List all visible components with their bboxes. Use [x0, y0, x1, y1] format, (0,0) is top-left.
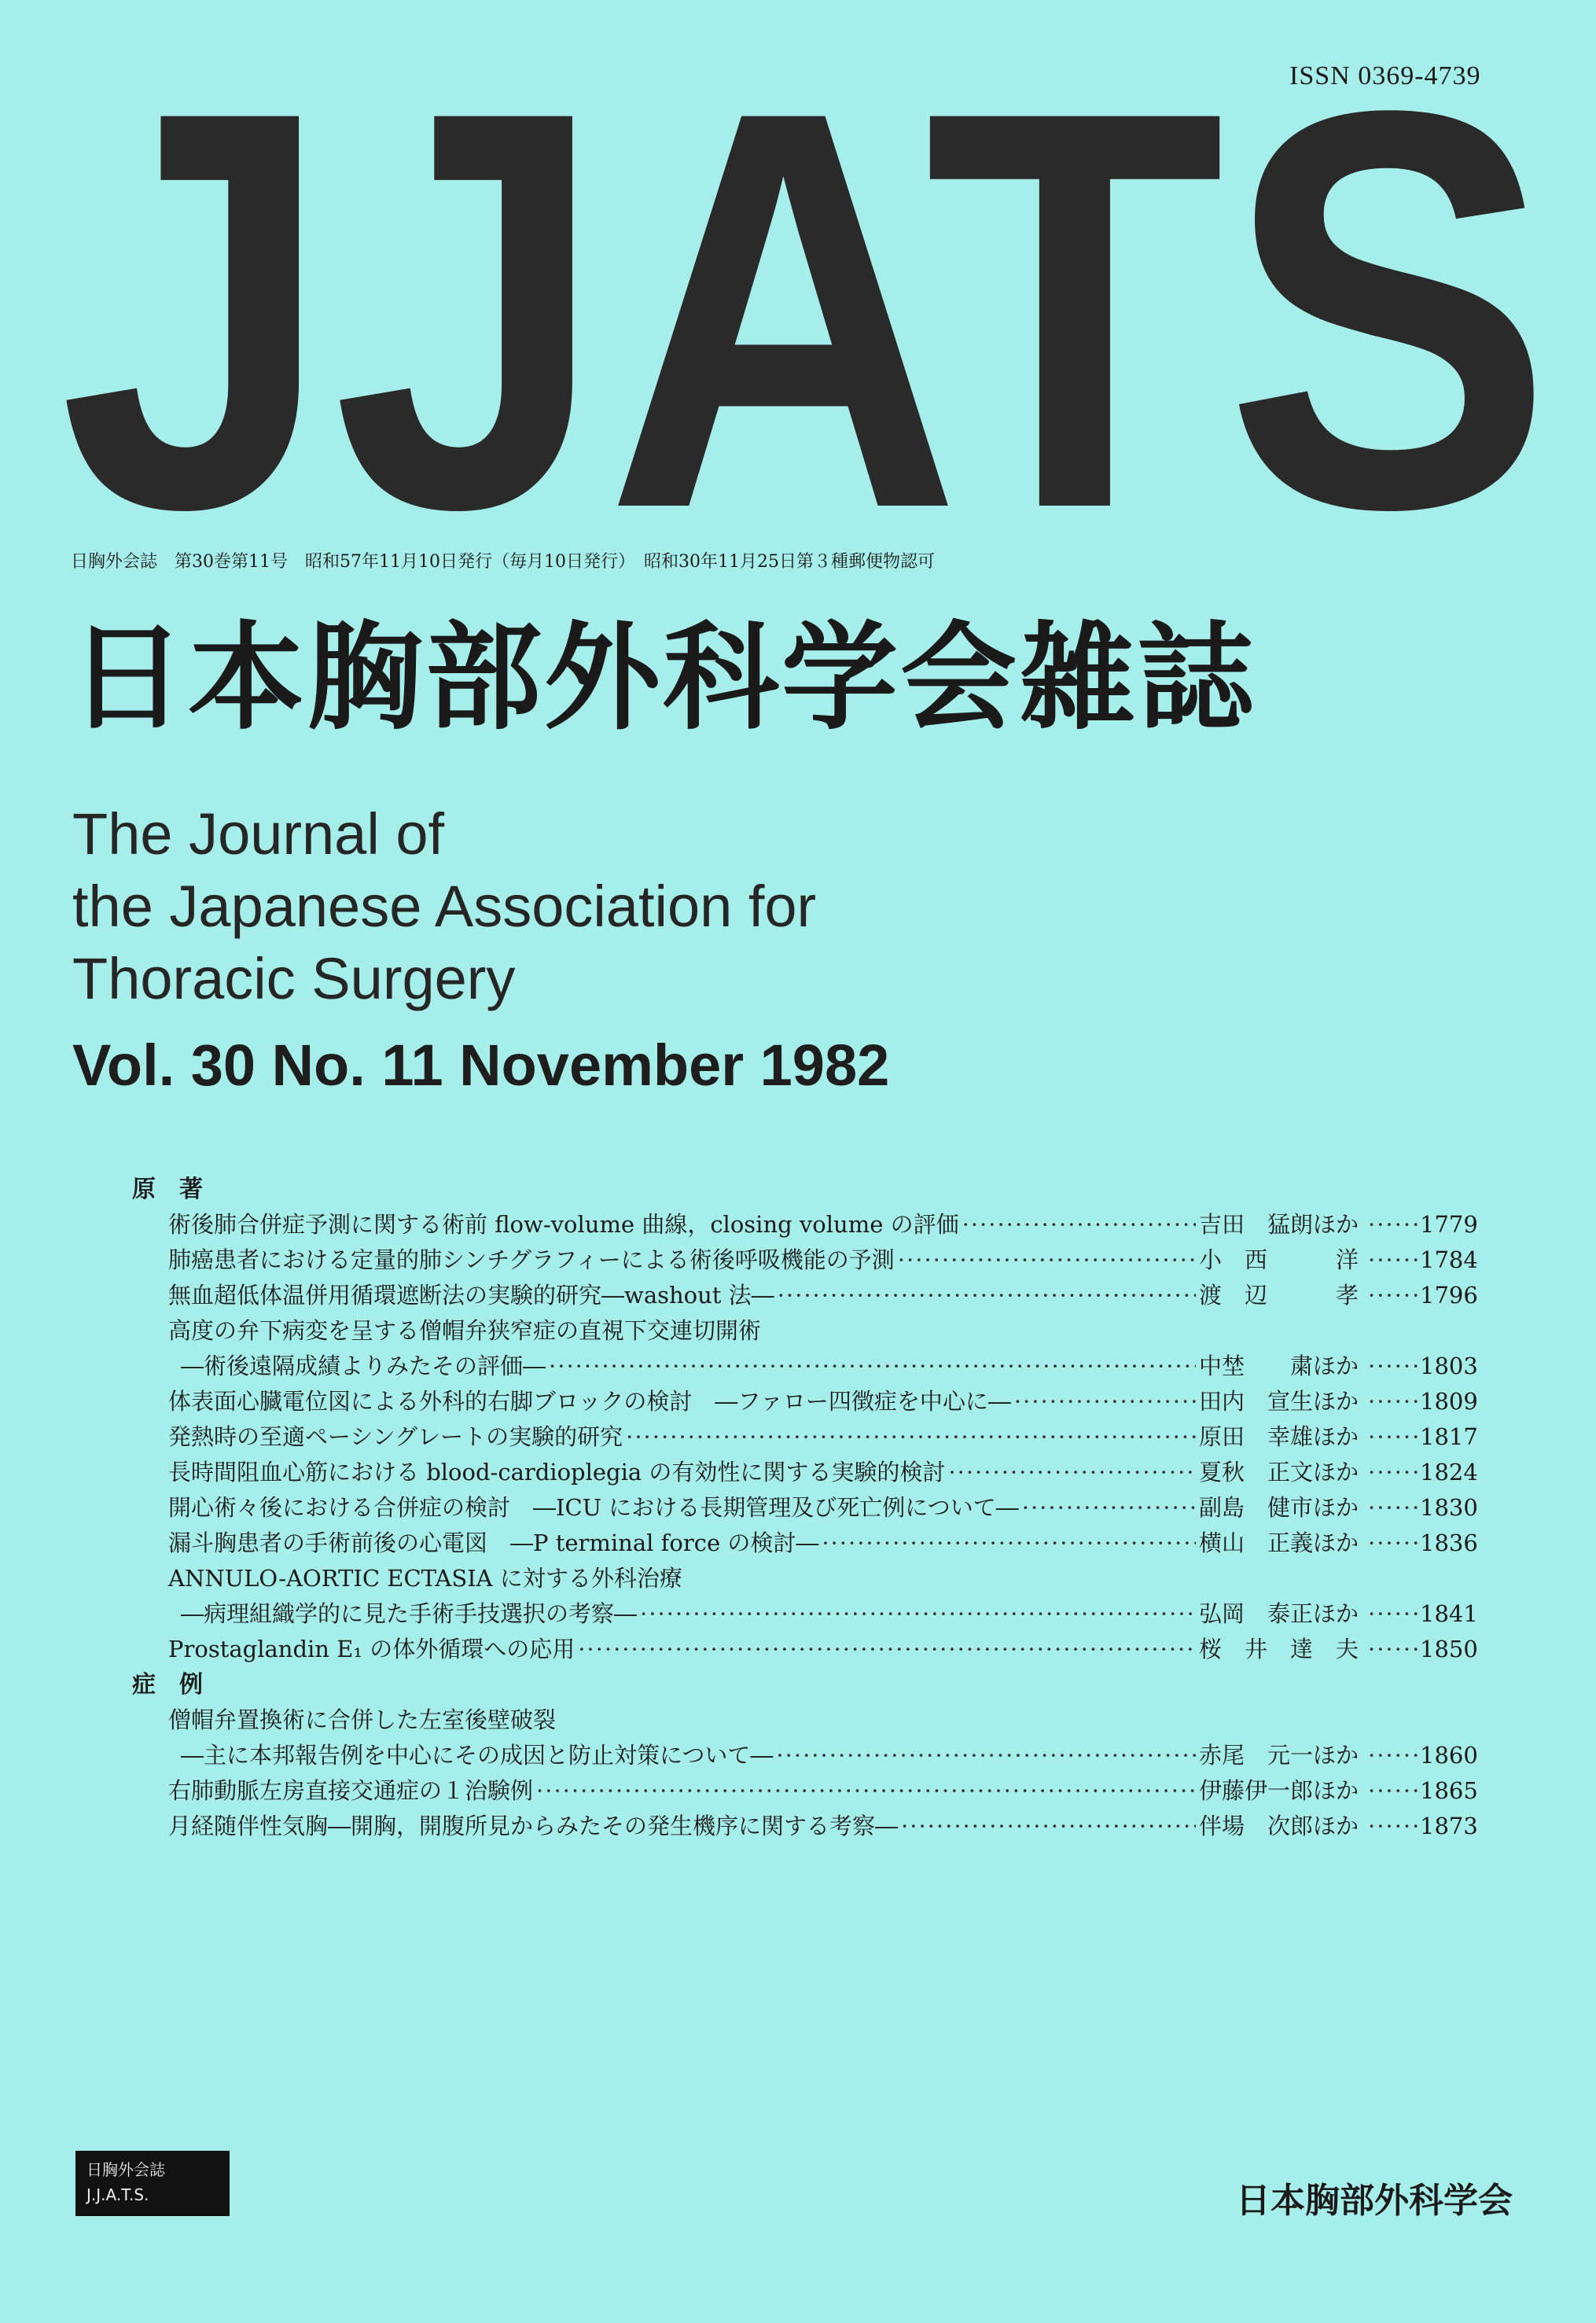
leader-dots: [1368, 1596, 1420, 1632]
leader-dots: [898, 1242, 1196, 1278]
section-heading-case: 症例: [132, 1671, 226, 1699]
toc-entry-title: 無血超低体温併用循環遮断法の実験的研究―washout 法―: [168, 1282, 774, 1309]
journal-title-japanese: 日本胸部外科学会雑誌: [69, 610, 1256, 745]
toc-entry-title: ANNULO-AORTIC ECTASIA に対する外科治療: [168, 1565, 682, 1592]
leader-dots: [1368, 1242, 1420, 1278]
toc-entry: [132, 1632, 1478, 1667]
leader-dots: [1368, 1526, 1420, 1561]
leader-dots: [1368, 1384, 1420, 1419]
toc-entry-title: 長時間阻血心筋における blood-cardioplegia の有効性に関する実験的検討: [168, 1459, 946, 1485]
toc-entry-author: 渡 辺 孝: [1199, 1282, 1359, 1309]
toc-entry: [132, 1455, 1478, 1490]
leader-dots: [1368, 1419, 1420, 1455]
toc-entry-author: 原田 幸雄ほか: [1199, 1423, 1359, 1450]
toc-entry-author: 副島 健市ほか: [1199, 1494, 1359, 1521]
leader-dots: [1368, 1738, 1420, 1773]
leader-dots: [578, 1632, 1196, 1667]
leader-dots: [626, 1419, 1196, 1455]
toc-entry-author: 夏秋 正文ほか: [1199, 1459, 1359, 1485]
leader-dots: [1368, 1490, 1420, 1526]
toc-entry: [132, 1773, 1478, 1809]
toc-entry-author: 桜 井 達 夫: [1199, 1636, 1359, 1662]
toc-entry: [132, 1490, 1478, 1526]
toc-entry-page: 1836: [1420, 1530, 1478, 1556]
toc-entry-page: 1873: [1420, 1813, 1478, 1839]
toc-entry-page: 1865: [1420, 1777, 1478, 1804]
badge-line: J.J.A.T.S.: [86, 2185, 149, 2204]
toc-entry: [132, 1738, 1478, 1773]
toc-entry: [132, 1703, 1469, 1738]
leader-dots: [640, 1596, 1196, 1632]
toc-entry-title: 漏斗胸患者の手術前後の心電図 ―P terminal force の検討―: [168, 1530, 819, 1556]
toc-entry: [132, 1242, 1478, 1278]
leader-dots: [776, 1738, 1196, 1773]
toc-entry: [132, 1419, 1478, 1455]
leader-dots: [962, 1207, 1196, 1242]
toc-entry-title: 月経随伴性気胸―開胸，開腹所見からみたその発生機序に関する考察―: [168, 1813, 899, 1839]
english-title-line: The Journal of: [72, 801, 445, 867]
toc-entry-page: 1784: [1420, 1246, 1478, 1273]
toc-entry-title: 高度の弁下病変を呈する僧帽弁狭窄症の直視下交連切開術: [168, 1317, 762, 1344]
issue-info: Vol. 30 No. 11 November 1982: [72, 1033, 890, 1098]
leader-dots: [1368, 1349, 1420, 1384]
journal-abbreviation-badge: [75, 2151, 230, 2216]
publication-info: 日胸外会誌 第30巻第11号 昭和57年11月10日発行（毎月10日発行） 昭和30年11月25日第３種郵便物認可: [71, 552, 935, 572]
toc-entry-author: 赤尾 元一ほか: [1199, 1742, 1359, 1769]
logo-text: JJATS: [59, 75, 1553, 515]
leader-dots: [1368, 1207, 1420, 1242]
toc-entry-title: Prostaglandin E₁ の体外循環への応用: [168, 1636, 576, 1662]
toc-entry-title: 僧帽弁置換術に合併した左室後壁破裂: [168, 1706, 557, 1733]
toc-entry-author: 伊藤伊一郎ほか: [1199, 1777, 1359, 1804]
toc-entry-page: 1809: [1420, 1388, 1478, 1415]
leader-dots: [1368, 1773, 1420, 1809]
badge-line: 日胸外会誌: [86, 2160, 165, 2179]
leader-dots: [778, 1278, 1196, 1313]
english-title-line: the Japanese Association for: [72, 874, 817, 939]
toc-entry-page: 1803: [1420, 1353, 1478, 1379]
toc-entry-page: 1860: [1420, 1742, 1478, 1769]
toc-entry-page: 1850: [1420, 1636, 1478, 1662]
leader-dots: [1368, 1632, 1420, 1667]
toc-entry-page: 1779: [1420, 1211, 1478, 1238]
leader-dots: [536, 1773, 1196, 1809]
toc-entry-page: 1796: [1420, 1282, 1478, 1309]
toc-entry-author: 小 西 洋: [1199, 1246, 1359, 1273]
toc-entry: [132, 1349, 1478, 1384]
leader-dots: [549, 1349, 1196, 1384]
leader-dots: [901, 1809, 1196, 1844]
toc-entry-title: ―病理組織学的に見た手術手技選択の考察―: [181, 1600, 638, 1627]
toc-entry-title: ―術後遠隔成績よりみたその評価―: [181, 1353, 546, 1379]
leader-dots: [1368, 1809, 1420, 1844]
toc-entry: [132, 1596, 1478, 1632]
toc-entry-author: 田内 宣生ほか: [1199, 1388, 1359, 1415]
toc-entry-title: 発熱時の至適ペーシングレートの実験的研究: [168, 1423, 623, 1450]
toc-entry-title: 体表面心臓電位図による外科的右脚ブロックの検討 ―ファロー四徴症を中心に―: [168, 1388, 1011, 1415]
leader-dots: [1368, 1278, 1420, 1313]
table-of-contents: [132, 1172, 1478, 1844]
toc-entry-author: 横山 正義ほか: [1199, 1530, 1359, 1556]
issn-number: ISSN 0369-4739: [1289, 61, 1481, 90]
toc-entry-author: 中埜 粛ほか: [1199, 1353, 1359, 1379]
toc-entry-title: ―主に本邦報告例を中心にその成因と防止対策について―: [181, 1742, 774, 1769]
section-heading-original: 原著: [132, 1176, 226, 1203]
english-title-line: Thoracic Surgery: [72, 946, 516, 1011]
leader-dots: [1022, 1490, 1196, 1526]
toc-entry: [132, 1278, 1478, 1313]
toc-entry-title: 開心術々後における合併症の検討 ―ICU における長期管理及び死亡例について―: [168, 1494, 1019, 1521]
toc-entry-author: 弘岡 泰正ほか: [1199, 1600, 1359, 1627]
publisher-society: 日本胸部外科学会: [1236, 2181, 1513, 2221]
leader-dots: [822, 1526, 1196, 1561]
toc-entry: [132, 1809, 1478, 1844]
leader-dots: [1368, 1455, 1420, 1490]
toc-entry-title: 右肺動脈左房直接交通症の１治験例: [168, 1777, 534, 1804]
toc-entry: [132, 1313, 1469, 1349]
toc-entry-page: 1824: [1420, 1459, 1478, 1485]
original-article-list: [132, 1207, 1478, 1667]
toc-entry-title: 術後肺合併症予測に関する術前 flow-volume 曲線，closing volume の評価: [168, 1211, 959, 1238]
toc-entry-author: 伴場 次郎ほか: [1199, 1813, 1359, 1839]
toc-entry-page: 1841: [1420, 1600, 1478, 1627]
toc-entry: [132, 1207, 1478, 1242]
toc-entry-author: 吉田 猛朗ほか: [1199, 1211, 1359, 1238]
toc-entry-title: 肺癌患者における定量的肺シンチグラフィーによる術後呼吸機能の予測: [168, 1246, 895, 1273]
toc-entry-page: 1830: [1420, 1494, 1478, 1521]
toc-entry-page: 1817: [1420, 1423, 1478, 1450]
case-report-list: [132, 1703, 1478, 1844]
toc-entry: [132, 1526, 1478, 1561]
jjats-logo: [59, 75, 1553, 515]
leader-dots: [1014, 1384, 1196, 1419]
leader-dots: [948, 1455, 1196, 1490]
journal-title-english: [72, 798, 816, 1015]
toc-entry: [132, 1561, 1469, 1596]
toc-entry: [132, 1384, 1478, 1419]
